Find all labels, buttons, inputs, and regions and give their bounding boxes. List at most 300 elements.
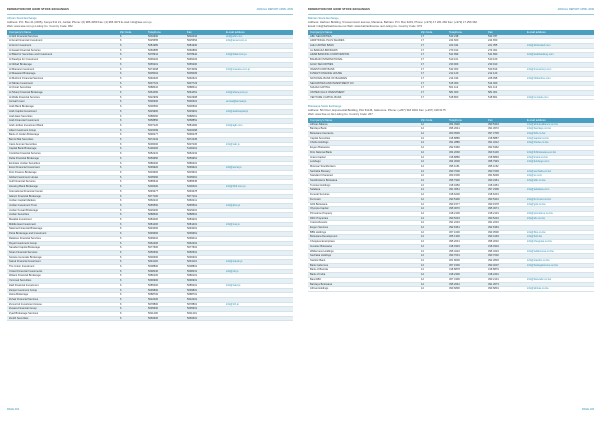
zip-code: 6 — [118, 222, 146, 227]
brokers-table — [308, 30, 594, 100]
zip-code: 6 — [118, 236, 146, 241]
fax: 5660211 — [185, 199, 224, 204]
zip-code: 12 — [419, 207, 447, 212]
zip-code: 6 — [118, 81, 146, 86]
telephone: 501 112 — [447, 86, 486, 91]
telephone: 318 8878 — [447, 268, 486, 273]
company-name: AL BARAKA BROKERS — [308, 48, 419, 53]
email-address[interactable]: info@jitco.jo — [224, 203, 293, 208]
fax: 5688701 — [185, 293, 224, 298]
zip-code: 6 — [118, 279, 146, 284]
zip-code: 17 — [419, 53, 447, 58]
email-address[interactable]: info@amal.com.jo — [224, 39, 293, 44]
email-address[interactable]: info@wilderness.co.bw — [525, 249, 594, 254]
exchange-info — [308, 104, 594, 117]
zip-code: 12 — [419, 164, 447, 169]
company-name: United Financial Investments — [7, 269, 118, 274]
zip-code: 17 — [419, 81, 447, 86]
company-name: Arab Financial Investment — [7, 119, 118, 124]
fax: 221 055 — [486, 44, 525, 49]
telephone: 5698230 — [146, 269, 185, 274]
email-address[interactable]: info@sefalana.com — [525, 188, 594, 193]
brokers-table — [308, 118, 594, 292]
company-name: First National Bank — [308, 150, 419, 155]
telephone: 5658850 — [146, 119, 185, 124]
zip-code: 6 — [118, 166, 146, 171]
fax: 5652232 — [185, 152, 224, 157]
zip-code: 12 — [419, 197, 447, 202]
fax: 5674009 — [185, 67, 224, 72]
zip-code: 6 — [118, 147, 146, 152]
fax: 5693378 — [185, 189, 224, 194]
fax: 5688601 — [185, 213, 224, 218]
zip-code: 6 — [118, 189, 146, 194]
company-name: Delta Financial Brokerage — [7, 156, 118, 161]
email-address[interactable]: ahli@ahli.com — [224, 35, 293, 39]
email-address[interactable]: info@zaid.jo — [224, 283, 293, 288]
zip-code: 6 — [118, 86, 146, 91]
telephone: 5611200 — [146, 312, 185, 317]
zip-code: 6 — [118, 152, 146, 157]
email-address[interactable]: info@letshego.com — [525, 160, 594, 165]
column-header-company-name: Company's Name — [308, 30, 419, 35]
email-address[interactable]: info@ahliunited.com — [525, 44, 594, 49]
zip-code: 12 — [419, 254, 447, 259]
exchange-info — [308, 16, 594, 29]
fax: 390 4007 — [486, 263, 525, 268]
company-name: Al Amin Investment — [7, 44, 118, 49]
company-name: Al Sharq Financial Brokerage — [7, 91, 118, 96]
email-address[interactable]: info@ajib.com — [224, 123, 293, 128]
fax: 5681401 — [185, 222, 224, 227]
fax: 5602432 — [185, 35, 224, 39]
table-row — [308, 287, 594, 292]
email-address[interactable]: info@rdc.co.bw — [525, 216, 594, 221]
table-body — [308, 123, 594, 292]
header-rule — [308, 14, 594, 15]
fax: 533 787 — [486, 35, 525, 39]
column-header-zip-code: Zip Code — [419, 30, 447, 35]
company-name: Al Ittihad Brokerage — [7, 62, 118, 67]
fax: 5698231 — [185, 269, 224, 274]
company-name: Beit Al Mal Securities — [7, 138, 118, 143]
fax: 395 3223 — [486, 249, 525, 254]
company-name: Barclays Bank — [308, 127, 419, 132]
column-header-email-address: E-mail address — [525, 30, 594, 35]
zip-code: 6 — [118, 72, 146, 77]
left-page — [7, 0, 293, 424]
zip-code: 6 — [118, 62, 146, 67]
zip-code: 6 — [118, 260, 146, 265]
company-name: Wilderness Holdings — [308, 249, 419, 254]
email-address[interactable]: amwal@amwal.jo — [224, 100, 293, 105]
telephone: 510 101 — [447, 58, 486, 63]
telephone: 5678941 — [146, 53, 185, 58]
fax: 391 8299 — [486, 174, 525, 179]
fax: 392 6362 — [486, 146, 525, 151]
fax: 5696278 — [185, 133, 224, 138]
company-name: Cordoba Financial Services — [7, 152, 118, 157]
company-name: Al Bilad for Securities and Investment — [7, 53, 118, 58]
company-name: Emirates Jordan Securities — [7, 161, 118, 166]
zip-code: 17 — [419, 72, 447, 77]
zip-code: 12 — [419, 155, 447, 160]
telephone: 318 2400 — [447, 273, 486, 278]
fax: 390 5301 — [486, 197, 525, 202]
telephone: 5688600 — [146, 213, 185, 218]
fax: 518 801 — [486, 95, 525, 100]
company-name: Zuhair Financial Services — [7, 297, 118, 302]
telephone: 5685544 — [146, 180, 185, 185]
zip-code: 6 — [118, 232, 146, 237]
telephone: 5674008 — [146, 67, 185, 72]
email-address[interactable]: info@imara.co.bw — [525, 155, 594, 160]
email-address[interactable]: info@chobe.co.bw — [525, 141, 594, 146]
zip-code: 6 — [118, 293, 146, 298]
company-name: Zaid Financial Investment — [7, 283, 118, 288]
telephone: 5607722 — [146, 81, 185, 86]
zip-code: 6 — [118, 100, 146, 105]
email-address[interactable]: info@sc.com — [525, 174, 594, 179]
zip-code: 6 — [118, 128, 146, 133]
fax: 5629401 — [185, 208, 224, 213]
email-address[interactable]: info@bbs.co.bw — [525, 230, 594, 235]
company-name: Olympia Capital — [308, 207, 419, 212]
zip-code: 6 — [118, 138, 146, 143]
zip-code: 6 — [118, 185, 146, 190]
fax: 5607723 — [185, 81, 224, 86]
company-name: ADDITIONAL PLUS SHARES — [308, 39, 419, 44]
email-address[interactable]: info@sechaba.co.bw — [525, 169, 594, 174]
fax: 5611201 — [185, 312, 224, 317]
telephone: 367 1000 — [447, 230, 486, 235]
zip-code: 6 — [118, 105, 146, 110]
email-address[interactable]: info@ufi.jo — [224, 269, 293, 274]
company-name: Bank of India — [308, 273, 419, 278]
company-name: BancABC — [308, 277, 419, 282]
fax: 5659951 — [185, 156, 224, 161]
fax: 395 0071 — [486, 207, 525, 212]
zip-code: 12 — [419, 150, 447, 155]
telephone: 365 1300 — [447, 235, 486, 240]
zip-code: 12 — [419, 183, 447, 188]
telephone: 5672234 — [146, 138, 185, 143]
zip-code: 12 — [419, 230, 447, 235]
fax: 397 3705 — [486, 132, 525, 137]
fax: 390 6801 — [486, 287, 525, 292]
fax: 5678942 — [185, 53, 224, 58]
telephone: 5696277 — [146, 133, 185, 138]
email-address[interactable]: info@hbtf.com.jo — [224, 185, 293, 190]
column-header-zip-code: Zip Code — [118, 30, 146, 35]
telephone: 318 2100 — [447, 211, 486, 216]
telephone: 5660210 — [146, 199, 185, 204]
telephone: 5699660 — [146, 232, 185, 237]
zip-code: 6 — [118, 170, 146, 175]
telephone: 364 3000 — [447, 160, 486, 165]
email-address[interactable]: info@afrinat.co.bw — [525, 287, 594, 292]
email-address[interactable]: info@capital.co.bw — [525, 136, 594, 141]
fax: 228 998 — [486, 76, 525, 81]
zip-code: 6 — [118, 203, 146, 208]
telephone: 5678800 — [146, 302, 185, 307]
fax: 390 3500 — [486, 230, 525, 235]
company-name: Cresta Resorts — [308, 221, 419, 226]
page-number: PAGE 103 — [581, 408, 594, 411]
telephone: 5622400 — [146, 297, 185, 302]
zip-code: 6 — [118, 114, 146, 119]
fax: 5699011 — [185, 236, 224, 241]
fax: 318 8893 — [486, 155, 525, 160]
zip-code: 6 — [118, 180, 146, 185]
fax: 5665200 — [185, 62, 224, 67]
company-name: Standard Chartered — [308, 174, 419, 179]
company-name: Capital Bank Brokerage — [7, 147, 118, 152]
telephone: 360 0500 — [447, 132, 486, 137]
fax: 392 6363 — [486, 226, 525, 231]
fax: 5603601 — [185, 170, 224, 175]
zip-code: 6 — [118, 307, 146, 312]
company-name: Sechaba Brewery — [308, 169, 419, 174]
telephone: 5625655 — [146, 39, 185, 44]
company-name: Furnmart — [308, 197, 419, 202]
zip-code: 17 — [419, 91, 447, 96]
company-name: Al Mawared Brokerage — [7, 72, 118, 77]
fax: 5699801 — [185, 288, 224, 293]
company-name: Investec Botswana — [308, 244, 419, 249]
company-name: ABC SECURITIES — [308, 35, 419, 39]
fax: 5678801 — [185, 302, 224, 307]
fax: 5666601 — [185, 316, 224, 321]
fax: 230 910 — [486, 62, 525, 67]
telephone: 361 8000 — [447, 258, 486, 263]
telephone: 391 2222 — [447, 221, 486, 226]
fax: 395 1152 — [486, 164, 525, 169]
fax: 391 2223 — [486, 221, 525, 226]
table-body — [7, 35, 293, 321]
telephone: 318 0333 — [447, 244, 486, 249]
telephone: 5677600 — [146, 246, 185, 251]
zip-code: 12 — [419, 160, 447, 165]
fax: 5690901 — [185, 279, 224, 284]
fax: 501 113 — [486, 86, 525, 91]
email-address[interactable]: info@furnmart.co.bw — [525, 197, 594, 202]
email-address[interactable]: info@arabcapital.jo — [224, 109, 293, 114]
fax: 274 001 — [486, 48, 525, 53]
fax: 391 3673 — [486, 282, 525, 287]
telephone: 5691100 — [146, 260, 185, 265]
email-address[interactable]: info@bankgaborone.co.bw — [525, 263, 594, 268]
email-address[interactable]: info@manara.com.jo — [224, 67, 293, 72]
telephone: 5688060 — [146, 114, 185, 119]
email-address[interactable]: info@primetime.co.bw — [525, 211, 594, 216]
fax: 5608801 — [185, 265, 224, 270]
fax: 5620098 — [185, 128, 224, 133]
zip-code: 12 — [419, 141, 447, 146]
email-address[interactable]: info@investcorp.com — [525, 67, 594, 72]
zip-code: 12 — [419, 226, 447, 231]
zip-code: 6 — [118, 48, 146, 53]
telephone: 5629900 — [146, 109, 185, 114]
email-address[interactable]: info@africanalliance.co.bw — [525, 123, 594, 127]
fax: 5200401 — [185, 185, 224, 190]
email-address[interactable]: info@bancabc.co.bw — [525, 277, 594, 282]
fax: 5699921 — [185, 166, 224, 171]
company-name: SECURITIES AND INVESTMENT CO — [308, 81, 419, 86]
email-address[interactable]: info@bilad.com.jo — [224, 53, 293, 58]
company-name: G4S Botswana — [308, 202, 419, 207]
email-address[interactable]: info@zih.jo — [224, 302, 293, 307]
email-address[interactable]: info@bdc.bw — [525, 235, 594, 240]
fax: 5699103 — [185, 58, 224, 63]
fax: 390 7002 — [486, 254, 525, 259]
telephone: 5699920 — [146, 166, 185, 171]
zip-code: 12 — [419, 235, 447, 240]
fax: 5677101 — [185, 194, 224, 199]
page-header — [7, 7, 293, 13]
telephone: 5681400 — [146, 222, 185, 227]
company-name: Al Awael Financial Services — [7, 48, 118, 53]
fax: 5688411 — [185, 86, 224, 91]
email-address[interactable]: info@arabbanking.com — [525, 53, 594, 58]
telephone: 395 0070 — [447, 207, 486, 212]
telephone: 5683200 — [146, 218, 185, 223]
exchange-info — [7, 16, 293, 29]
telephone: 532 000 — [447, 67, 486, 72]
zip-code: 12 — [419, 273, 447, 278]
telephone: 318 6200 — [447, 193, 486, 198]
company-name: Watani Financial Brokerage — [7, 274, 118, 279]
fax: 5629901 — [185, 109, 224, 114]
fax: 5622401 — [185, 297, 224, 302]
column-header-fax: Fax — [185, 30, 224, 35]
company-name: Capital Securities — [308, 136, 419, 141]
fax: 318 0334 — [486, 244, 525, 249]
company-name: International Financial Center — [7, 189, 118, 194]
email-address[interactable]: info@g4s.co.bw — [525, 202, 594, 207]
company-name: UNITED GULF INVESTMENT — [308, 91, 419, 96]
telephone: 390 1577 — [447, 202, 486, 207]
telephone: 5629400 — [146, 208, 185, 213]
zip-code: 6 — [118, 312, 146, 317]
telephone: 5200400 — [146, 185, 185, 190]
header-title: FEDERATION FOR GOOD STOCK EXCHANGES — [308, 8, 370, 11]
fax: 5007100 — [185, 142, 224, 147]
company-name: Atlas Investment Group — [7, 128, 118, 133]
telephone: 5695600 — [146, 307, 185, 312]
telephone: 5693377 — [146, 189, 185, 194]
telephone: 390 5300 — [447, 197, 486, 202]
zip-code: 17 — [419, 48, 447, 53]
email-address[interactable]: info@bihl.co.bw — [525, 132, 594, 137]
email-address[interactable]: info@fnbbotswana.co.bw — [525, 150, 594, 155]
zip-code: 6 — [118, 218, 146, 223]
zip-code: 6 — [118, 76, 146, 81]
company-name: BAHRAIN INTERNATIONAL — [308, 58, 419, 63]
fax: 390 4193 — [486, 235, 525, 240]
email-address[interactable]: info@nbbonline.com — [525, 76, 594, 81]
telephone: 244 600 — [447, 39, 486, 44]
company-name: Masafat Investment — [7, 218, 118, 223]
company-name: SHUAA CAPITAL — [308, 86, 419, 91]
company-name: Global Investment House — [7, 175, 118, 180]
email-address[interactable]: info@sbb.co.bw — [525, 179, 594, 184]
company-name: Bank of Jordan Brokerage — [7, 133, 118, 138]
fax: 318 8879 — [486, 268, 525, 273]
fax: 5625654 — [185, 39, 224, 44]
fax: 318 2401 — [486, 273, 525, 278]
zip-code: 12 — [419, 179, 447, 184]
email-address[interactable]: info@sukuk.jo — [224, 260, 293, 265]
telephone: 364 3900 — [447, 123, 486, 127]
zip-code: 12 — [419, 169, 447, 174]
email-address[interactable]: info@sharq.com.jo — [224, 91, 293, 96]
telephone: 390 6800 — [447, 287, 486, 292]
exchange-web: Web: www.ase.com.jo Listing Co. Country Code: 962 — [7, 24, 73, 29]
telephone: 5690900 — [146, 279, 185, 284]
company-name: Turnstar Holdings — [308, 183, 419, 188]
company-name: Societe Generale Brokerage — [7, 255, 118, 260]
zip-code: 12 — [419, 287, 447, 292]
company-name: Islamic Financial Brokerage — [7, 194, 118, 199]
company-name: GULF SECURITIES — [308, 62, 419, 67]
zip-code: 17 — [419, 86, 447, 91]
zip-code: 17 — [419, 67, 447, 72]
telephone: 5665201 — [146, 62, 185, 67]
fax: 5691101 — [185, 260, 224, 265]
company-name: Zumurrud Investment House — [7, 302, 118, 307]
company-name: Sechaba Holdings — [308, 254, 419, 259]
fax: 5681930 — [185, 44, 224, 49]
email-address[interactable]: info@excel.jo — [224, 166, 293, 171]
email-address[interactable]: info@stanbic.co.bw — [525, 258, 594, 263]
zip-code: 17 — [419, 44, 447, 49]
email-address[interactable]: info@choppies.co.bw — [525, 240, 594, 245]
zip-code: 17 — [419, 95, 447, 100]
email-address[interactable]: info@mei.jo — [224, 222, 293, 227]
company-name: Letshego — [308, 160, 419, 165]
exchange-web: Web: www.bse.co.bw Listing Co. Country Code: 267 — [308, 112, 373, 117]
fax: 212 123 — [486, 72, 525, 77]
email-address[interactable]: info@barclays.co.bw — [525, 127, 594, 132]
telephone: 212 120 — [447, 72, 486, 77]
zip-code: 6 — [118, 250, 146, 255]
fax: 244 650 — [486, 39, 525, 44]
company-name: Funeral Services — [308, 193, 419, 198]
fax: 5600301 — [185, 255, 224, 260]
email-address[interactable]: info@cab.jo — [224, 142, 293, 147]
company-name: Al Amal Financial Investment — [7, 39, 118, 44]
fax: 395 2032 — [486, 240, 525, 245]
telephone: 518 800 — [447, 95, 486, 100]
telephone: 581 000 — [447, 91, 486, 96]
fax: 581 001 — [486, 91, 525, 96]
fax: 541 890 — [486, 53, 525, 58]
zip-code: 6 — [118, 213, 146, 218]
fax: 5658851 — [185, 119, 224, 124]
exchange-address: Address: P.O. Box 41 (2006), Kenya 511 21, Jordan Phone: (6) 986 4059 Fax: (4) 986 4073 E-mail: info@ase.com.jo — [7, 20, 152, 25]
email-address[interactable]: info@vc-bank.com — [525, 95, 594, 100]
fax: 318 0451 — [486, 183, 525, 188]
telephone: 5699102 — [146, 58, 185, 63]
telephone: 5649000 — [146, 227, 185, 232]
fax: 392 2818 — [486, 258, 525, 263]
section-title: African Stock Exchange — [7, 16, 37, 20]
fax: 530 816 — [486, 67, 525, 72]
company-name: Excel Financial Investment — [7, 166, 118, 171]
header-rule — [7, 14, 293, 15]
zip-code: 6 — [118, 133, 146, 138]
